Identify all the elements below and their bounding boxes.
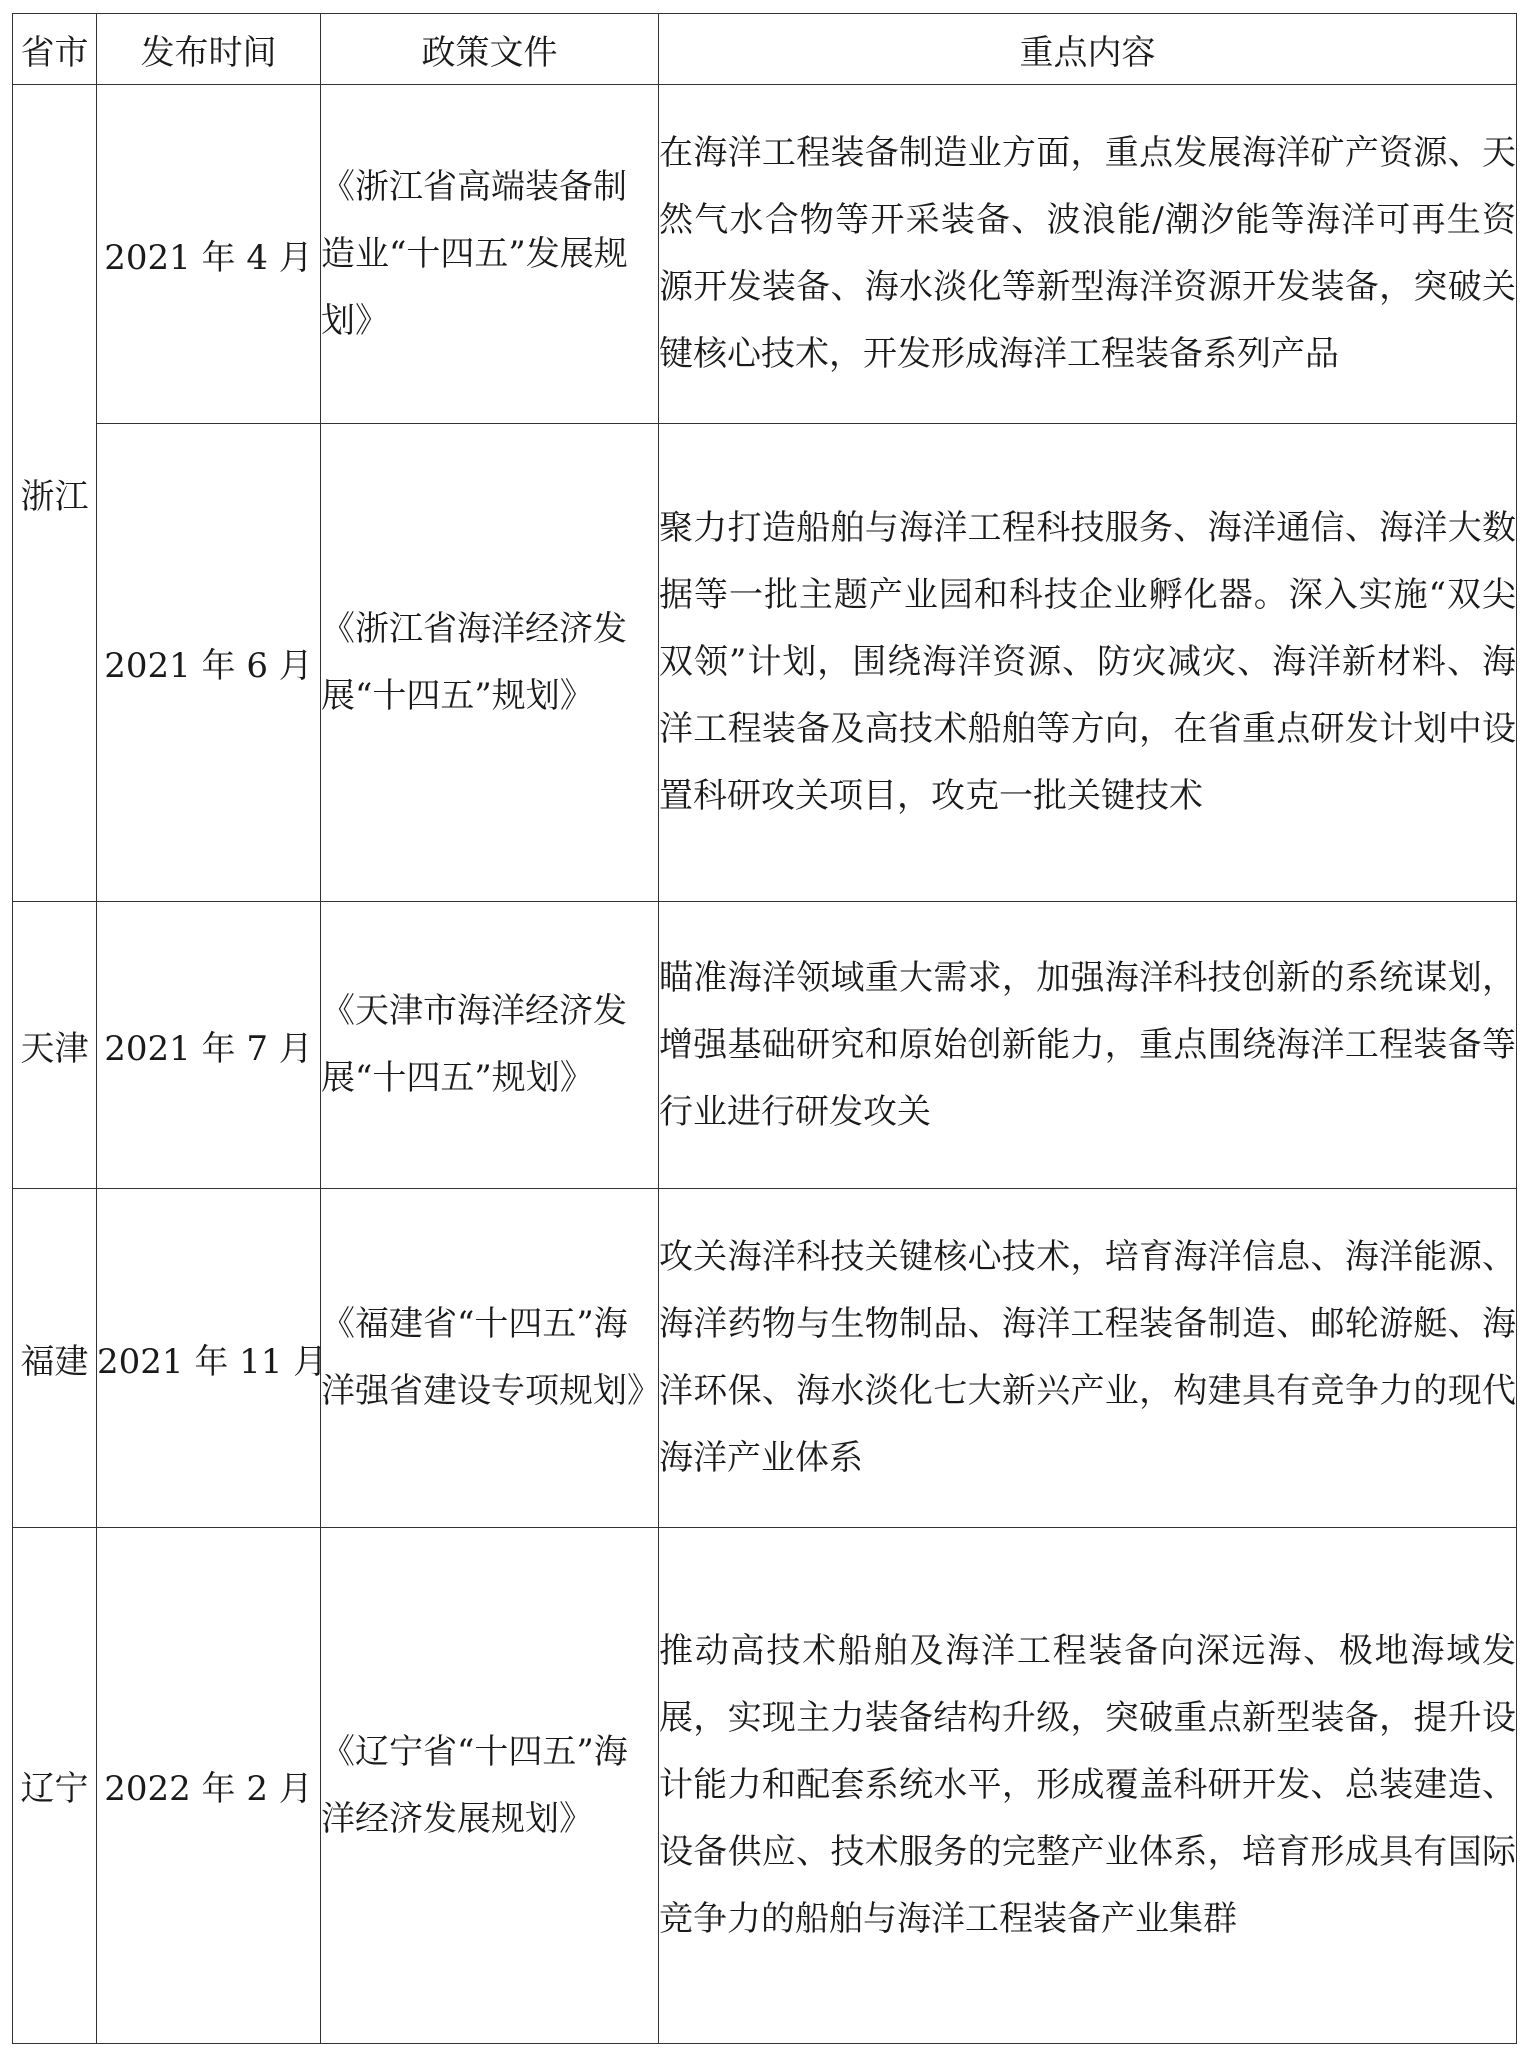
date-cell: 2022 年 2 月 <box>97 1528 321 2044</box>
document-cell: 《天津市海洋经济发展“十四五”规划》 <box>321 902 659 1189</box>
content-cell: 在海洋工程装备制造业方面，重点发展海洋矿产资源、天然气水合物等开采装备、波浪能/潮汐能等海洋可再生资源开发装备、海水淡化等新型海洋资源开发装备，突破关键核心技术，开发形成海洋工程装备系列产品 <box>659 85 1517 424</box>
header-document: 政策文件 <box>321 14 659 85</box>
province-cell: 浙江 <box>13 85 97 902</box>
header-date: 发布时间 <box>97 14 321 85</box>
header-province: 省市 <box>13 14 97 85</box>
table-row <box>13 1528 1517 2044</box>
document-cell: 《浙江省高端装备制造业“十四五”发展规划》 <box>321 85 659 424</box>
document-cell: 《辽宁省“十四五”海洋经济发展规划》 <box>321 1528 659 2044</box>
content-cell: 瞄准海洋领域重大需求，加强海洋科技创新的系统谋划，增强基础研究和原始创新能力，重点围绕海洋工程装备等行业进行研发攻关 <box>659 902 1517 1189</box>
document-cell: 《浙江省海洋经济发展“十四五”规划》 <box>321 424 659 902</box>
policy-table <box>12 13 1517 2044</box>
table-row <box>13 85 1517 424</box>
province-cell: 天津 <box>13 902 97 1189</box>
province-cell: 辽宁 <box>13 1528 97 2044</box>
date-cell: 2021 年 6 月 <box>97 424 321 902</box>
province-cell: 福建 <box>13 1189 97 1528</box>
table-header-row <box>13 14 1517 85</box>
date-cell: 2021 年 7 月 <box>97 902 321 1189</box>
date-cell: 2021 年 11 月 <box>97 1189 321 1528</box>
table-row <box>13 902 1517 1189</box>
table-row <box>13 424 1517 902</box>
date-cell: 2021 年 4 月 <box>97 85 321 424</box>
content-cell: 推动高技术船舶及海洋工程装备向深远海、极地海域发展，实现主力装备结构升级，突破重点新型装备，提升设计能力和配套系统水平，形成覆盖科研开发、总装建造、设备供应、技术服务的完整产业体系，培育形成具有国际竞争力的船舶与海洋工程装备产业集群 <box>659 1528 1517 2044</box>
table-row <box>13 1189 1517 1528</box>
content-cell: 聚力打造船舶与海洋工程科技服务、海洋通信、海洋大数据等一批主题产业园和科技企业孵化器。深入实施“双尖双领”计划，围绕海洋资源、防灾减灾、海洋新材料、海洋工程装备及高技术船舶等方向，在省重点研发计划中设置科研攻关项目，攻克一批关键技术 <box>659 424 1517 902</box>
document-cell: 《福建省“十四五”海洋强省建设专项规划》 <box>321 1189 659 1528</box>
header-content: 重点内容 <box>659 14 1517 85</box>
content-cell: 攻关海洋科技关键核心技术，培育海洋信息、海洋能源、海洋药物与生物制品、海洋工程装备制造、邮轮游艇、海洋环保、海水淡化七大新兴产业，构建具有竞争力的现代海洋产业体系 <box>659 1189 1517 1528</box>
